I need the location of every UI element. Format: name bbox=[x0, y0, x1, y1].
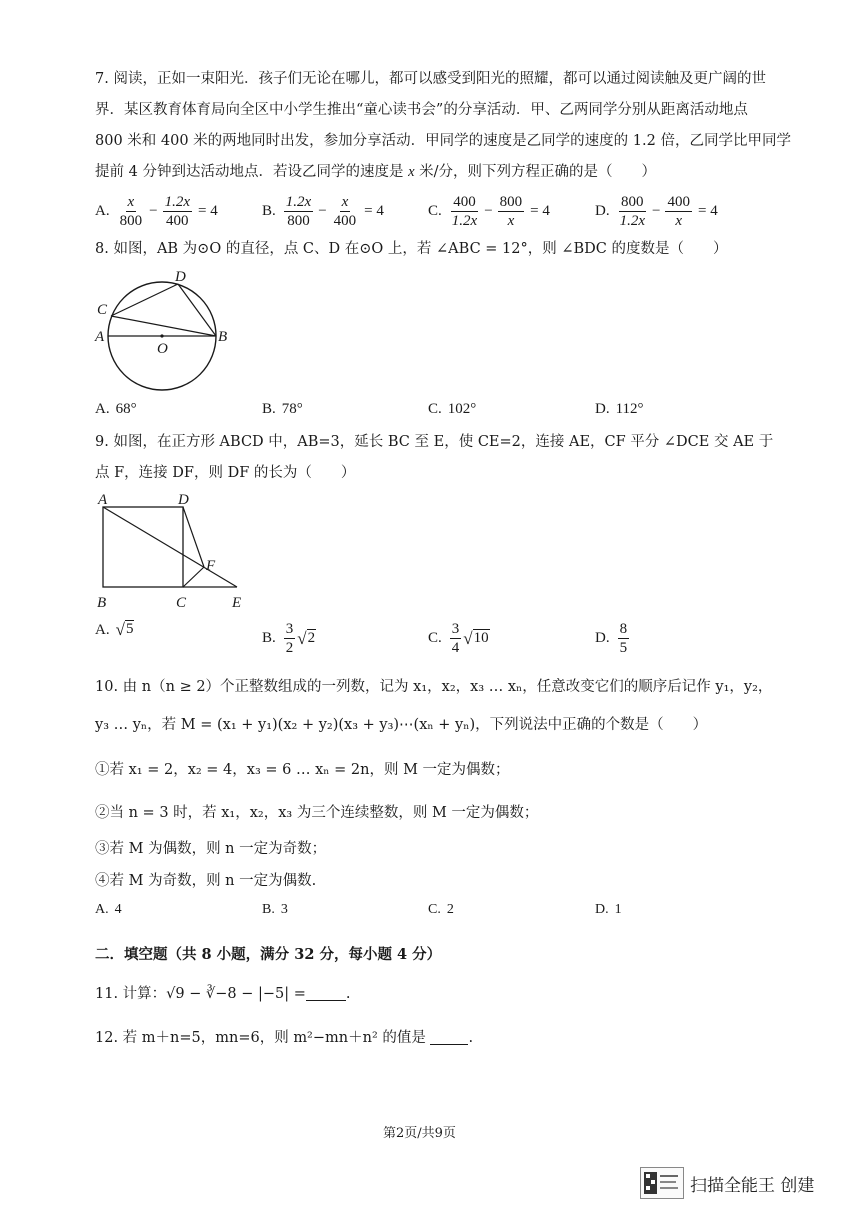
q8-option-b bbox=[262, 401, 303, 418]
q7-option-c bbox=[428, 193, 550, 230]
label-b: B bbox=[218, 329, 228, 345]
option-label: C. bbox=[428, 630, 442, 646]
coefficient-numerator: 3 bbox=[285, 621, 294, 637]
center-dot bbox=[160, 334, 163, 337]
option-label: C. bbox=[428, 902, 441, 917]
label-e: E bbox=[232, 595, 242, 611]
q9-option-c bbox=[428, 620, 490, 657]
fraction-1-denominator: 800 bbox=[287, 213, 310, 229]
label-c: C bbox=[97, 302, 108, 318]
sqrt-sign: √ bbox=[463, 628, 473, 648]
q11-blank bbox=[306, 986, 346, 1001]
fraction-2 bbox=[498, 193, 525, 230]
fraction-2-denominator: x bbox=[507, 213, 515, 229]
option-value: 68° bbox=[115, 401, 137, 417]
segment-cb bbox=[111, 316, 216, 336]
minus-sign: − bbox=[318, 203, 327, 219]
fraction-1 bbox=[450, 193, 479, 230]
option-value: 4 bbox=[114, 902, 122, 917]
camscanner-logo bbox=[640, 1167, 684, 1199]
q7-line-2: 界．某区教育体育局向全区中小学生推出“童心读书会”的分享活动．甲、乙两同学分别从距离活动地点 bbox=[95, 102, 748, 118]
equals-rhs: = 4 bbox=[197, 203, 218, 219]
option-label: A. bbox=[95, 621, 110, 638]
equals-rhs: = 4 bbox=[530, 203, 550, 219]
q9-line-1: 9. 如图，在正方形 ABCD 中，AB=3，延长 BC 至 E，使 CE=2，连接 AE，CF 平分 ∠DCE 交 AE 于 bbox=[95, 434, 774, 450]
q8-option-d bbox=[595, 401, 644, 418]
radicand: 5 bbox=[125, 621, 134, 637]
equals-rhs: = 4 bbox=[364, 203, 384, 219]
q8-stem: 8. 如图，AB 为⊙O 的直径，点 C、D 在⊙O 上，若 ∠ABC = 12°，则 ∠BDC 的度数是（ ） bbox=[95, 241, 728, 257]
coefficient-numerator: 3 bbox=[451, 621, 460, 637]
segment-cf bbox=[183, 567, 204, 587]
qr-icon bbox=[641, 1169, 681, 1197]
option-value: 1 bbox=[614, 902, 622, 917]
q7-option-a bbox=[95, 193, 218, 230]
option-label: B. bbox=[262, 630, 276, 646]
q10-option-b bbox=[262, 902, 288, 918]
q7-option-b bbox=[262, 193, 384, 230]
scanner-watermark-text: 扫描全能王 创建 bbox=[690, 1176, 815, 1196]
equals-rhs: = 4 bbox=[697, 203, 718, 219]
fraction-2-numerator: x bbox=[341, 194, 349, 210]
q7-line-4: 提前 4 分钟到达活动地点．若设乙同学的速度是 x 米/分，则下列方程正确的是（ ） bbox=[95, 164, 656, 180]
fraction-1-denominator: 1.2x bbox=[451, 213, 478, 229]
fraction-2-numerator: 800 bbox=[499, 194, 523, 210]
segment-db bbox=[178, 284, 216, 336]
option-label: D. bbox=[595, 401, 610, 417]
label-d: D bbox=[175, 269, 186, 285]
fraction-1 bbox=[618, 193, 647, 230]
option-value: 102° bbox=[447, 401, 477, 417]
sqrt-expression bbox=[297, 629, 316, 649]
q8-circle-figure bbox=[92, 266, 242, 396]
q10-line-2: y₃ … yₙ，若 M = (x₁ + y₁)(x₂ + y₂)(x₃ + y₃)⋯(xₙ + yₙ)，下列说法中正确的个数是（ ） bbox=[95, 717, 708, 733]
radicand: 10 bbox=[473, 629, 489, 646]
coefficient-denominator: 4 bbox=[451, 640, 460, 656]
option-value: 112° bbox=[615, 401, 644, 417]
q10-statement-3: ③若 M 为偶数，则 n 一定为奇数； bbox=[95, 841, 327, 857]
q10-option-a bbox=[95, 902, 122, 918]
label-a: A bbox=[95, 329, 105, 345]
option-label: A. bbox=[95, 401, 110, 417]
q8-option-a bbox=[95, 401, 137, 418]
label-f: F bbox=[206, 558, 216, 574]
coefficient-numerator: 8 bbox=[619, 621, 628, 637]
fraction-1-numerator: 1.2x bbox=[285, 194, 312, 210]
fraction-1-denominator: 800 bbox=[119, 213, 143, 229]
radicand: 2 bbox=[307, 629, 316, 646]
fraction-2 bbox=[665, 193, 692, 230]
sqrt-expression bbox=[463, 629, 489, 649]
fraction-2 bbox=[163, 193, 192, 230]
option-label: D. bbox=[595, 630, 610, 646]
section-2-heading: 二．填空题（共 8 小题，满分 32 分，每小题 4 分） bbox=[95, 946, 442, 963]
coefficient-denominator: 2 bbox=[285, 640, 294, 656]
q7-line-1: 7. 阅读，正如一束阳光．孩子们无论在哪儿，都可以感受到阳光的照耀，都可以通过阅读触及更广阔的世 bbox=[95, 71, 766, 87]
option-label: B. bbox=[262, 401, 276, 417]
q12-blank bbox=[430, 1030, 468, 1045]
q9-square-figure bbox=[92, 494, 252, 612]
sqrt-expression bbox=[116, 620, 135, 640]
coefficient bbox=[618, 620, 630, 657]
label-b: B bbox=[97, 595, 107, 611]
q9-option-b bbox=[262, 620, 316, 657]
option-label: A. bbox=[95, 203, 110, 219]
coefficient bbox=[450, 620, 462, 657]
option-label: B. bbox=[262, 203, 276, 219]
fraction-2-numerator: 1.2x bbox=[164, 194, 190, 210]
q12: 12. 若 m＋n=5，mn=6，则 m²−mn＋n² 的值是 . bbox=[95, 1030, 474, 1046]
q10-statement-1: ①若 x₁ = 2，x₂ = 4，x₃ = 6 … xₙ = 2n，则 M 一定为偶数； bbox=[95, 762, 510, 778]
q7-option-d bbox=[595, 193, 718, 230]
fraction-1-numerator: 800 bbox=[621, 194, 644, 210]
label-d: D bbox=[178, 494, 189, 508]
fraction-1 bbox=[118, 193, 145, 230]
option-label: C. bbox=[428, 203, 442, 219]
q10-statement-4: ④若 M 为奇数，则 n 一定为偶数. bbox=[95, 873, 317, 889]
fraction-2-numerator: 400 bbox=[667, 194, 690, 210]
coefficient-denominator: 5 bbox=[619, 640, 628, 656]
option-label: B. bbox=[262, 902, 275, 917]
minus-sign: − bbox=[652, 203, 661, 219]
fraction-1-denominator: 1.2x bbox=[619, 213, 646, 229]
q10-option-c bbox=[428, 902, 454, 918]
segment-df bbox=[183, 507, 204, 567]
option-value: 2 bbox=[446, 902, 454, 917]
option-label: A. bbox=[95, 902, 109, 917]
sqrt-sign: √ bbox=[297, 628, 307, 648]
option-label: D. bbox=[595, 902, 609, 917]
q10-line-1: 10. 由 n（n ≥ 2）个正整数组成的一列数，记为 x₁，x₂，x₃ … xₙ，任意改变它们的顺序后记作 y₁，y₂， bbox=[95, 679, 773, 695]
q10-option-d bbox=[595, 902, 622, 918]
fraction-2-denominator: x bbox=[675, 213, 683, 229]
q7-line-3: 800 米和 400 米的两地同时出发，参加分享活动．甲同学的速度是乙同学的速度的 1.2 倍，乙同学比甲同学 bbox=[95, 133, 791, 149]
q8-option-c bbox=[428, 401, 476, 418]
fraction-1 bbox=[284, 193, 313, 230]
fraction-2-denominator: 400 bbox=[333, 213, 357, 229]
segment-ae bbox=[103, 507, 237, 587]
q9-line-2: 点 F，连接 DF，则 DF 的长为（ ） bbox=[95, 465, 356, 481]
q10-statement-2: ②当 n = 3 时，若 x₁，x₂，x₃ 为三个连续整数，则 M 一定为偶数； bbox=[95, 805, 539, 821]
option-label: D. bbox=[595, 203, 610, 219]
fraction-2 bbox=[332, 193, 359, 230]
fraction-1-numerator: x bbox=[127, 194, 135, 210]
option-label: C. bbox=[428, 401, 442, 417]
q9-option-d bbox=[595, 620, 631, 657]
label-c: C bbox=[176, 595, 187, 611]
minus-sign: − bbox=[149, 203, 158, 219]
fraction-2-denominator: 400 bbox=[166, 213, 189, 229]
q9-option-a bbox=[95, 620, 134, 640]
page-number: 第2页/共9页 bbox=[383, 1126, 456, 1141]
label-o: O bbox=[157, 341, 168, 357]
fraction-1-numerator: 400 bbox=[453, 194, 476, 210]
coefficient bbox=[284, 620, 296, 657]
sqrt-sign: √ bbox=[115, 620, 125, 639]
option-value: 78° bbox=[281, 401, 303, 417]
label-a: A bbox=[98, 494, 108, 508]
option-value: 3 bbox=[280, 902, 288, 917]
minus-sign: − bbox=[484, 203, 493, 219]
q11: 11. 计算：√9 − ∛−8 − |−5| = . bbox=[95, 986, 351, 1002]
